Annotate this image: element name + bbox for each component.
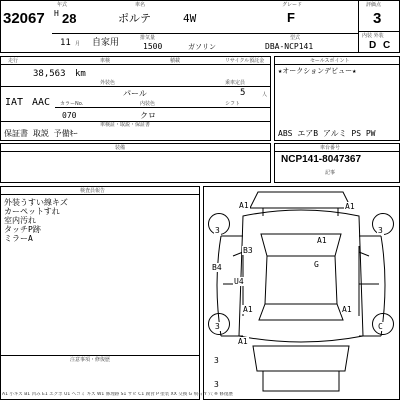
remark-line-5: ミラーA (4, 234, 33, 243)
seats: 5 (240, 88, 246, 98)
damage-code: A1 (238, 337, 248, 346)
remarks-bottom-line (0, 355, 200, 356)
sales-point-title: セールスポイント (310, 58, 350, 64)
color-code: 070 (62, 111, 77, 120)
inspection-caption: 車検 (100, 58, 111, 64)
remarks-line (0, 194, 200, 195)
score-divider (358, 0, 359, 53)
specs-row-line-1 (0, 64, 271, 65)
notes-header-caption: 車検証・取説・保証書 (100, 122, 151, 128)
equipment-section (0, 143, 271, 183)
equipment-list: ABS エアB アルミ PS PW (278, 129, 376, 138)
color-name: パール (123, 89, 147, 98)
damage-code: 3 (214, 356, 219, 365)
interior-grade: D (369, 40, 377, 51)
car-outline-diagram (203, 186, 400, 400)
model-year: 28 (62, 11, 77, 26)
score: 3 (373, 10, 382, 27)
specs-row-line-2 (0, 86, 271, 87)
damage-code: A1 (239, 201, 249, 210)
chassis-number: NCP141-8047367 (281, 154, 362, 165)
displacement-caption: 排気量 (140, 35, 156, 41)
remark-line-2: カーペットすれ (4, 207, 60, 216)
seats-unit: 人 (262, 92, 268, 98)
shift-caption: シフト (225, 101, 241, 107)
aircon: AAC (32, 97, 51, 108)
interior-color-caption: 内装色 (140, 101, 156, 107)
color-no-caption: カラーNo. (60, 101, 84, 107)
damage-code: 3 (215, 322, 220, 331)
remarks-bottom-caption: 注意事項・修復歴 (70, 357, 111, 363)
equipment-caption: 装備 (115, 145, 126, 151)
exterior-grade: C (383, 40, 391, 51)
sales-point-text: ★オークションデビュー★ (278, 67, 357, 75)
ext-int-caption: 内装 外装 (362, 33, 384, 39)
score-sub-line (358, 31, 400, 32)
damage-code: 3 (378, 226, 383, 235)
damage-code: U4 (234, 277, 244, 286)
damage-code: A1 (317, 236, 327, 245)
score-caption: 評価点 (366, 2, 382, 8)
damage-code: A1 (345, 202, 355, 211)
chassis-line (274, 151, 400, 152)
month: 11 (60, 38, 71, 48)
recycle-caption: リサイクル預託金 (225, 58, 265, 64)
lot-number: 32067 (3, 10, 45, 27)
header-mid-line (52, 33, 358, 34)
sales-point-line (274, 64, 400, 65)
chassis-caption: 車台番号 (320, 145, 341, 151)
mileage: 38,563 (33, 69, 66, 79)
transmission: IAT (5, 97, 24, 108)
mileage-unit: km (75, 69, 86, 79)
year-era: H (54, 9, 59, 18)
remark-line-1: 外装うすい線キズ (4, 198, 68, 207)
damage-code: A1 (342, 305, 352, 314)
damage-code: B3 (243, 246, 253, 255)
damage-code: 3 (214, 380, 219, 389)
name-caption: 車名 (135, 2, 146, 8)
damage-code: B4 (212, 263, 222, 272)
specs-row-line-3 (55, 107, 271, 108)
damage-code: C (378, 322, 383, 331)
model-code: DBA-NCP141 (265, 42, 314, 51)
mileage-caption: 走行 (8, 58, 19, 64)
month-unit: 月 (75, 41, 81, 47)
damage-code: G (314, 260, 319, 269)
year-caption: 年式 (57, 2, 68, 8)
fuel-type: ガソリン (188, 43, 216, 51)
grade: F (287, 10, 295, 25)
drive-type: 4W (183, 12, 197, 25)
car-name: ポルテ (118, 12, 151, 25)
load-caption: 積載 (170, 58, 181, 64)
interior-color: クロ (140, 111, 156, 120)
remark-line-4: タッチP跡 (4, 225, 41, 234)
capacity-caption: 乗車定員 (225, 80, 246, 86)
damage-code: A1 (243, 305, 253, 314)
displacement: 1500 (143, 42, 163, 51)
model-caption: 型式 (290, 35, 301, 41)
color-caption: 外装色 (100, 80, 116, 86)
remark-line-3: 室内汚れ (4, 216, 36, 225)
chassis-note-caption: 記事 (325, 170, 336, 176)
use-type: 自家用 (92, 38, 120, 48)
grade-caption: グレード (282, 2, 303, 8)
damage-code: 3 (215, 226, 220, 235)
remarks-caption: 検査員報告 (80, 188, 106, 194)
equipment-line (0, 151, 271, 152)
documents: 保証書 取説 予備ｷｰ (4, 129, 78, 138)
damage-legend: A1 小キズ B1 凹み E1 エクボ U1 ヘコミ キズ W1 修理跡 S1 サビ C1 腐食 P 塗装 XX 交換 G 飛石 Y 穴 ※ 修復歴 (2, 392, 233, 397)
